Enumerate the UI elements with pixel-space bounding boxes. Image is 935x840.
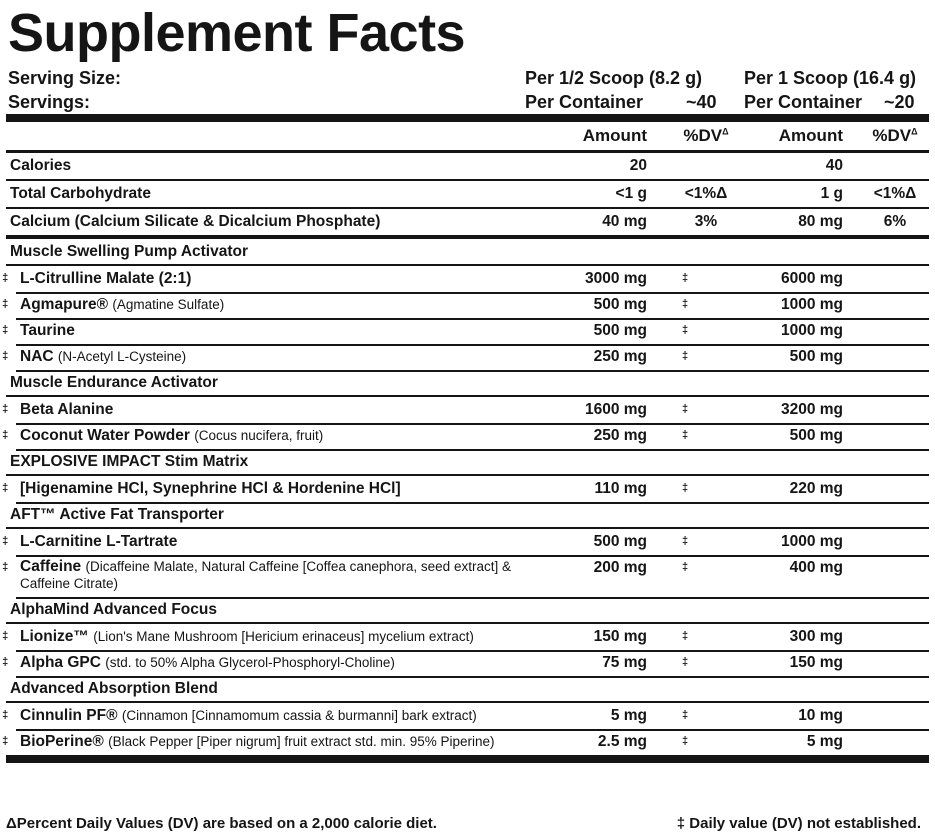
ingredient-row [2,266,929,292]
ingredient-row [2,555,929,597]
ingredient-label: L-Carnitine L-Tartrate [20,533,178,550]
ingredient-name [20,344,186,370]
section-header [6,370,929,397]
dv-header-one: $\%DV^\Delta$ [872,126,918,145]
ingredient-row [2,703,929,729]
nutrient-name: Calcium (Calcium Silicate & Dicalcium Phosphate) [10,213,381,230]
per-container-one: Per Container [744,92,863,112]
amount-half: 500 mg [593,533,647,550]
dv-not-established-icon: ‡ [2,735,9,747]
ingredient-name [20,729,495,755]
amount-one: 80 mg [798,213,843,230]
dv-not-established-icon: ‡ [682,561,689,573]
dv-not-established-icon: ‡ [682,429,689,441]
amount-one: 1 g [820,185,843,202]
dv-not-established-icon: ‡ [682,350,689,362]
amount-one: 10 mg [798,707,843,724]
dv-not-established-icon: ‡ [2,709,9,721]
ingredient-label: Caffeine [20,558,82,575]
dv-not-established-icon: ‡ [682,272,689,284]
amount-half: 500 mg [593,322,647,339]
thick-divider [6,114,929,122]
dv-not-established-icon: ‡ [2,482,9,494]
ingredient-description: (Dicaffeine Malate, Natural Caffeine [Coffea canephora, seed extract] & Caffeine Citrate) [20,559,511,591]
ingredient-label: Agmapure® [20,296,109,313]
amount-half: 1600 mg [584,401,647,418]
amount-half: <1 g [615,185,647,202]
ingredient-label: Alpha GPC [20,654,101,671]
amount-header-half: Amount [582,126,647,145]
section-title: Muscle Endurance Activator [10,374,218,391]
amount-one: 1000 mg [780,533,843,550]
ingredient-label: [Higenamine HCl, Synephrine HCl & Hordenine HCl] [20,480,401,497]
section-title: AFT™ Active Fat Transporter [10,506,224,523]
dv-not-established-icon: ‡ [682,403,689,415]
ingredient-row [2,397,929,423]
dv-not-established-icon: ‡ [682,535,689,547]
ingredient-row [2,729,929,755]
serving-size-label: Serving Size: [8,68,122,88]
amount-one: 40 [825,157,843,174]
amount-one: 1000 mg [780,322,843,339]
footnote-dv-not-established: ‡ Daily value (DV) not established. [676,815,921,832]
ingredient-label: NAC [20,348,54,365]
dv-not-established-icon: ‡ [2,403,9,415]
ingredient-name [20,266,191,292]
dv-not-established-icon: ‡ [2,535,9,547]
ingredient-name [20,292,224,318]
ingredient-description: (Cinnamon [Cinnamomum cassia & burmanni] bark extract) [121,708,477,723]
dv-one: 6% [883,213,907,230]
ingredient-label: BioPerine® [20,733,104,750]
amount-half: 250 mg [593,348,647,365]
servings-label: Servings: [8,92,91,112]
amount-half: 110 mg [594,480,647,497]
ingredient-row [2,292,929,318]
ingredient-row [2,529,929,555]
dv-not-established-icon: ‡ [2,324,9,336]
amount-one: 150 mg [789,654,843,671]
nutrient-list [6,153,929,239]
amount-half: 20 [629,157,647,174]
dv-not-established-icon: ‡ [682,735,689,747]
amount-half: 3000 mg [584,270,647,287]
ingredient-label: Cinnulin PF® [20,707,118,724]
dv-one: <1%Δ [873,185,917,202]
ingredient-row [2,318,929,344]
ingredient-row [2,650,929,676]
ingredient-row [2,624,929,650]
amount-half: 500 mg [593,296,647,313]
dv-not-established-icon: ‡ [2,561,9,573]
ingredient-name [20,476,401,502]
amount-one: 1000 mg [780,296,843,313]
dv-not-established-icon: ‡ [682,298,689,310]
amount-one: 3200 mg [780,401,843,418]
amount-one: 220 mg [789,480,843,497]
section-header [6,239,929,266]
dv-not-established-icon: ‡ [2,656,9,668]
dv-not-established-icon: ‡ [682,630,689,642]
section-header [6,502,929,529]
one-scoop-label: Per 1 Scoop (16.4 g) [744,68,917,88]
ingredient-label: L-Citrulline Malate (2:1) [20,270,192,287]
section-title: Advanced Absorption Blend [10,680,218,697]
ingredient-row [2,423,929,449]
section-header [6,597,929,624]
amount-one: 6000 mg [780,270,843,287]
amount-half: 5 mg [610,707,647,724]
ingredient-name [20,624,474,650]
dv-not-established-icon: ‡ [2,630,9,642]
section-header [6,676,929,703]
dv-not-established-icon: ‡ [2,272,9,284]
dv-header-half: $\%DV^\Delta$ [683,126,729,145]
amount-one: 500 mg [789,427,843,444]
dv-not-established-icon: ‡ [682,709,689,721]
dv-not-established-icon: ‡ [2,429,9,441]
amount-one: 500 mg [789,348,843,365]
amount-one: 300 mg [789,628,843,645]
column-header [6,122,929,153]
ingredient-name [20,529,177,555]
per-container-half: Per Container [525,92,644,112]
amount-half: 40 mg [602,213,647,230]
dv-not-established-icon: ‡ [682,324,689,336]
dv-not-established-icon: ‡ [682,482,689,494]
dv-not-established-icon: ‡ [2,350,9,362]
ingredient-name [20,397,113,423]
dv-not-established-icon: ‡ [2,298,9,310]
amount-one: 5 mg [806,733,843,750]
nutrient-name: Total Carbohydrate [10,185,151,202]
ingredient-name [20,650,395,676]
ingredient-description: (Black Pepper [Piper nigrum] fruit extract std. min. 95% Piperine) [108,734,495,749]
dv-half: <1%Δ [684,185,728,202]
amount-half: 200 mg [593,559,647,576]
one-scoop-servings: ~20 [884,92,915,112]
section-title: EXPLOSIVE IMPACT Stim Matrix [10,453,249,470]
ingredient-label: Coconut Water Powder [20,427,190,444]
half-scoop-servings: ~40 [686,92,717,112]
ingredient-label: Beta Alanine [20,401,114,418]
serving-info [6,62,929,114]
section-header [6,449,929,476]
ingredient-name [20,558,540,592]
section-title: Muscle Swelling Pump Activator [10,243,249,260]
ingredient-label: Lionize™ [20,628,89,645]
ingredient-row [2,344,929,370]
amount-one: 400 mg [789,559,843,576]
nutrient-row [6,181,929,209]
amount-half: 2.5 mg [597,733,647,750]
dv-half: 3% [694,213,718,230]
amount-half: 150 mg [593,628,647,645]
nutrient-row [6,153,929,181]
section-title: AlphaMind Advanced Focus [10,601,217,618]
amount-half: 75 mg [602,654,647,671]
ingredient-name [20,423,323,449]
ingredient-description: (N-Acetyl L-Cysteine) [57,349,187,364]
ingredient-name [20,318,75,344]
footnote-dv-basis: ΔPercent Daily Values (DV) are based on a 2,000 calorie diet. [6,815,437,832]
dv-not-established-icon: ‡ [682,656,689,668]
amount-half: 250 mg [593,427,647,444]
ingredient-name [20,703,477,729]
ingredient-description: (std. to 50% Alpha Glycerol-Phosphoryl-Choline) [105,655,395,670]
ingredient-description: (Cocus nucifera, fruit) [194,428,324,443]
half-scoop-label: Per 1/2 Scoop (8.2 g) [525,68,703,88]
ingredient-label: Taurine [20,322,75,339]
amount-header-one: Amount [778,126,843,145]
panel-title: Supplement Facts [8,3,466,63]
nutrient-name: Calories [10,157,72,174]
ingredient-description: (Agmatine Sulfate) [112,297,225,312]
ingredient-description: (Lion's Mane Mushroom [Hericium erinaceus] mycelium extract) [93,629,474,644]
nutrient-row [6,209,929,239]
ingredient-sections [2,239,929,755]
ingredient-row [2,476,929,502]
